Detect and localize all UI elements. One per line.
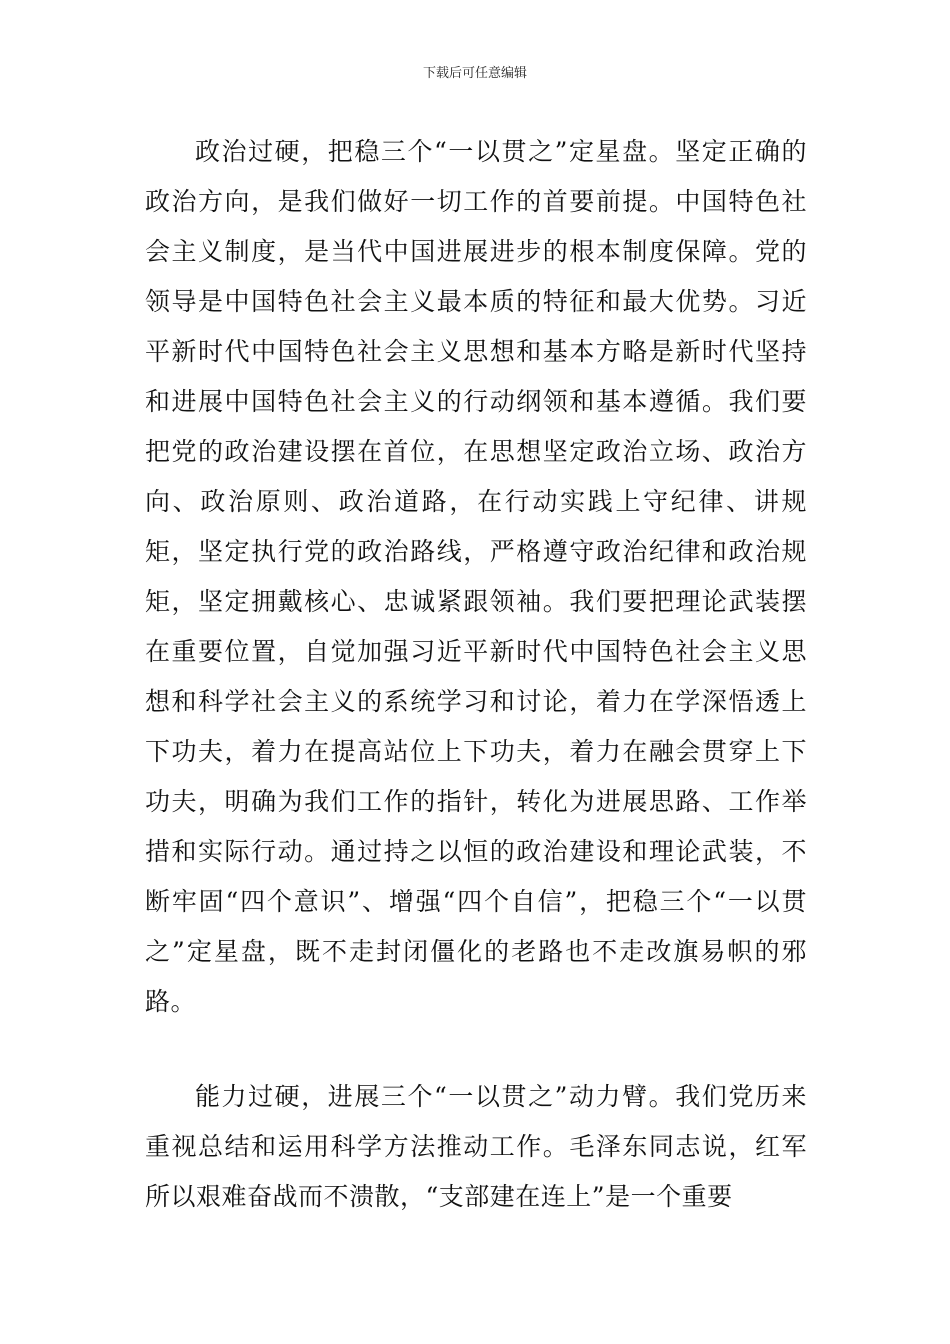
paragraph-ability: 能力过硬，进展三个“一以贯之”动力臂。我们党历来重视总结和运用科学方法推动工作。毛泽东同志说，红军所以艰难奋战而不溃散，“支部建在连上”是一个重要	[145, 1082, 807, 1211]
header-note: 下载后可任意编辑	[422, 66, 527, 81]
paragraph-political: 政治过硬，把稳三个“一以贯之”定星盘。坚定正确的政治方向，是我们做好一切工作的首要前提。中国特色社会主义制度，是当代中国进展进步的根本制度保障。党的领导是中国特色社会主义最本质的特征和最大优势。习近平新时代中国特色社会主义思想和基本方略是新时代坚持和进展中国特色社会主义的行动纲领和基本遵循。我们要把党的政治建设摆在首位，在思想坚定政治立场、政治方向、政治原则、政治道路，在行动实践上守纪律、讲规矩，坚定执行党的政治路线，严格遵守政治纪律和政治规矩，坚定拥戴核心、忠诚紧跟领袖。我们要把理论武装摆在重要位置，自觉加强习近平新时代中国特色社会主义思想和科学社会主义的系统学习和讨论，着力在学深悟透上下功夫，着力在提高站位上下功夫，着力在融会贯穿上下功夫，明确为我们工作的指针，转化为进展思路、工作举措和实际行动。通过持之以恒的政治建设和理论武装，不断牢固“四个意识”、增强“四个自信”，把稳三个“一以贯之”定星盘，既不走封闭僵化的老路也不走改旗易帜的邪路。	[145, 137, 807, 1016]
